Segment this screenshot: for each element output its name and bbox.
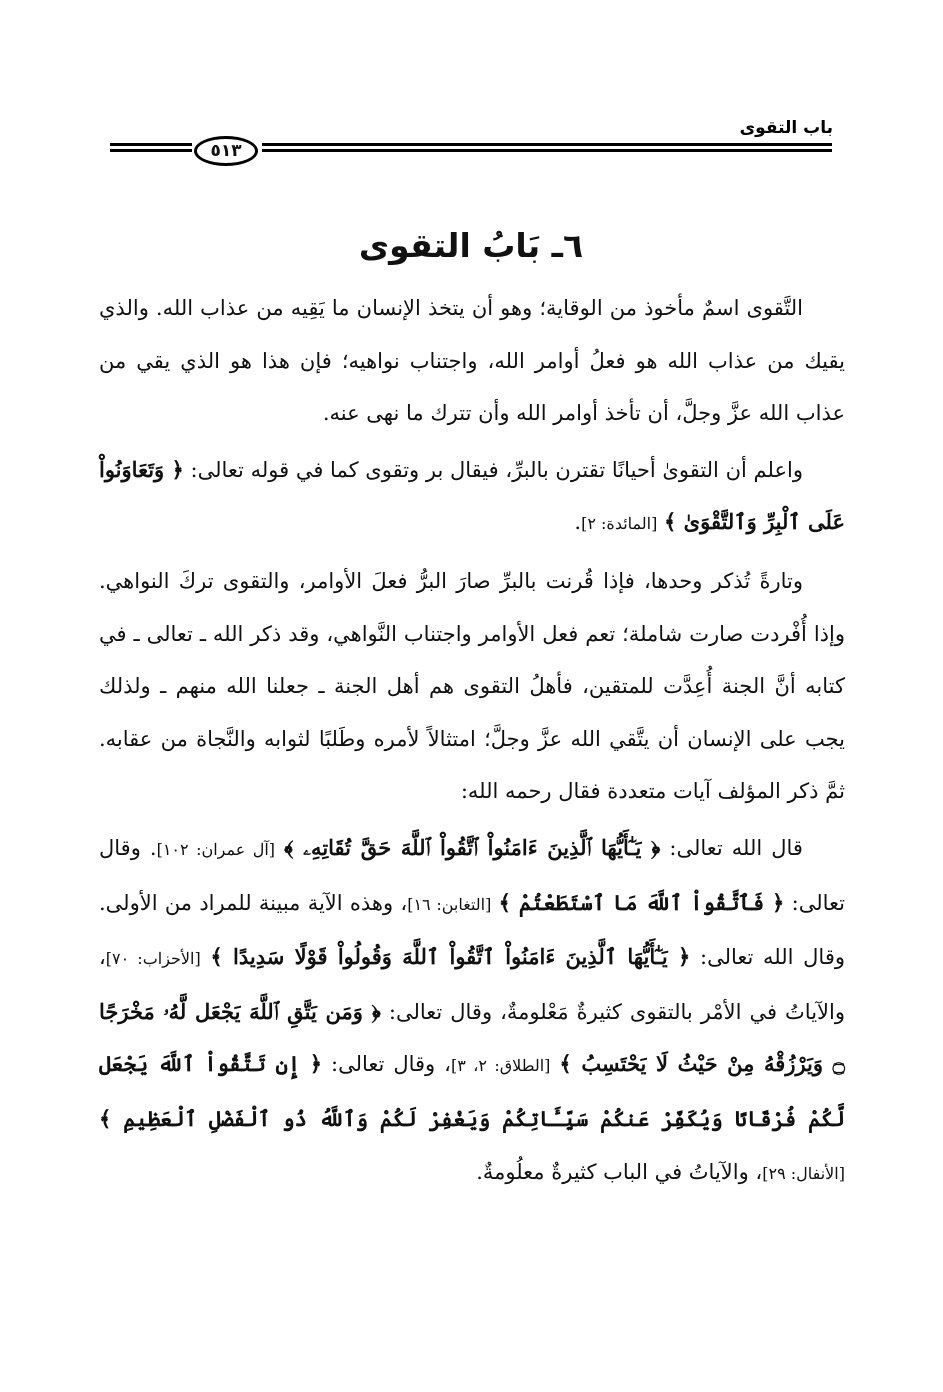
verse-intro: قال الله تعالى: <box>669 835 803 860</box>
paragraph-explanation: وتارةً تُذكر وحدها، فإذا قُرنت بالبرِّ صارَ البرُّ فعلَ الأوامر، والتقوى تركَ النواهي. وإذا أُفْردت صارت شاملة؛ تعم فعل الأوامر واجتناب النَّواهي، وقد ذكر الله ـ تعالى ـ في كتابه أنَّ الجنة أُعِدَّت للمتقين، فأهلُ التقوى هم أهل الجنة ـ جعلنا الله منهم ـ ولذلك يجب على الإنسان أن يتَّقي الله عزَّ وجلَّ؛ امتثالاً لأمره وطَلبًا لثوابه والنَّجاة من عقابه. ثمَّ ذكر المؤلف آيات متعددة فقال رحمه الله: <box>99 568 845 804</box>
verse-intro: وقال تعالى: <box>99 835 846 915</box>
verse-citation: [الأنفال: ٢٩] <box>762 1163 845 1183</box>
paragraph-birr-taqwa <box>99 444 845 551</box>
verse-commentary: ، وقال تعالى: <box>331 1052 451 1077</box>
verse-commentary: ، والآياتُ في الأمْر بالتقوى كثيرةٌ مَعْلومةٌ، وقال تعالى: <box>99 945 845 1024</box>
paragraph-verses <box>99 822 845 1200</box>
quran-verse: ﴿ يَـٰٓأَيُّهَا ٱلَّذِينَ ءَامَنُواْ ٱتَّقُواْ ٱللَّهَ حَقَّ تُقَاتِهِۦ ﴾ <box>284 834 661 860</box>
verse-commentary: ، وهذه الآية مبينة للمراد من الأولى. وقال الله تعالى: <box>99 890 845 970</box>
quran-verse: ﴿ وَمَن يَتَّقِ ٱللَّهَ يَجْعَل لَّهُۥ مَخْرَجًا ۝ وَيَرْزُقْهُ مِنْ حَيْثُ لَا يَحْتَسِبُ ﴾ <box>99 998 845 1077</box>
verse-end: . <box>149 835 157 860</box>
chapter-title: ٦ـ بَابُ التقوى <box>358 226 584 265</box>
verse-commentary: ، والآياتُ في الباب كثيرةٌ معلُومةٌ. <box>476 1159 763 1184</box>
verse-citation: [آل عمران: ١٠٢] <box>156 839 276 859</box>
quran-verse: ﴿ إِن تَتَّقُواْ ٱللَّهَ يَجْعَل لَّكُمْ فُرْقَانًا وَيُكَفِّرْ عَنكُمْ سَيِّـَٔاتِكُمْ وَيَغْفِرْ لَكُمْ وَٱللَّهُ ذُو ٱلْفَضْلِ ٱلْعَظِيمِ ﴾ <box>99 1051 845 1131</box>
paragraph-end: . <box>574 510 582 535</box>
running-header-title: باب التقوى <box>739 118 833 138</box>
rule-segment-left <box>110 143 192 155</box>
quran-verse: ﴿ وَتَعَاوَنُواْ عَلَى ٱلْبِرِّ وَٱلتَّقْوَىٰ ﴾ <box>99 456 845 535</box>
body-text <box>99 282 845 1200</box>
paragraph-definition: التَّقوى اسمٌ مأخوذ من الوقاية؛ وهو أن يتخذ الإنسان ما يَقِيه من عذاب الله. والذي يقيك من عذاب الله هو فعلُ أوامر الله، واجتناب نواهيه؛ فإن هذا هو الذي يقي من عذاب الله عزَّ وجلَّ، أن تأخذ أوامر الله وأن تترك ما نهى عنه. <box>99 296 845 426</box>
rule-segment-right <box>262 143 832 155</box>
verse-citation: [التغابن: ١٦] <box>407 894 492 914</box>
verse-citation: [المائدة: ٢] <box>581 514 658 534</box>
quran-verse: ﴿ فَٱتَّقُواْ ٱللَّهَ مَا ٱسْتَطَعْتُمْ ﴾ <box>498 889 785 915</box>
header-rule <box>110 143 832 163</box>
paragraph-text: واعلم أن التقوىٰ أحيانًا تقترن بالبرِّ، فيقال بر وتقوى كما في قوله تعالى: <box>190 457 803 482</box>
verse-citation: [الأحزاب: ٧٠] <box>105 949 201 969</box>
verse-citation: [الطلاق: ٢، ٣] <box>450 1056 551 1076</box>
page-number: ٥١٣ <box>194 136 258 166</box>
quran-verse: ﴿ يَـٰٓأَيُّهَا ٱلَّذِينَ ءَامَنُواْ ٱتَّقُواْ ٱللَّهَ وَقُولُواْ قَوْلًا سَدِيدًا ﴾ <box>210 944 691 970</box>
